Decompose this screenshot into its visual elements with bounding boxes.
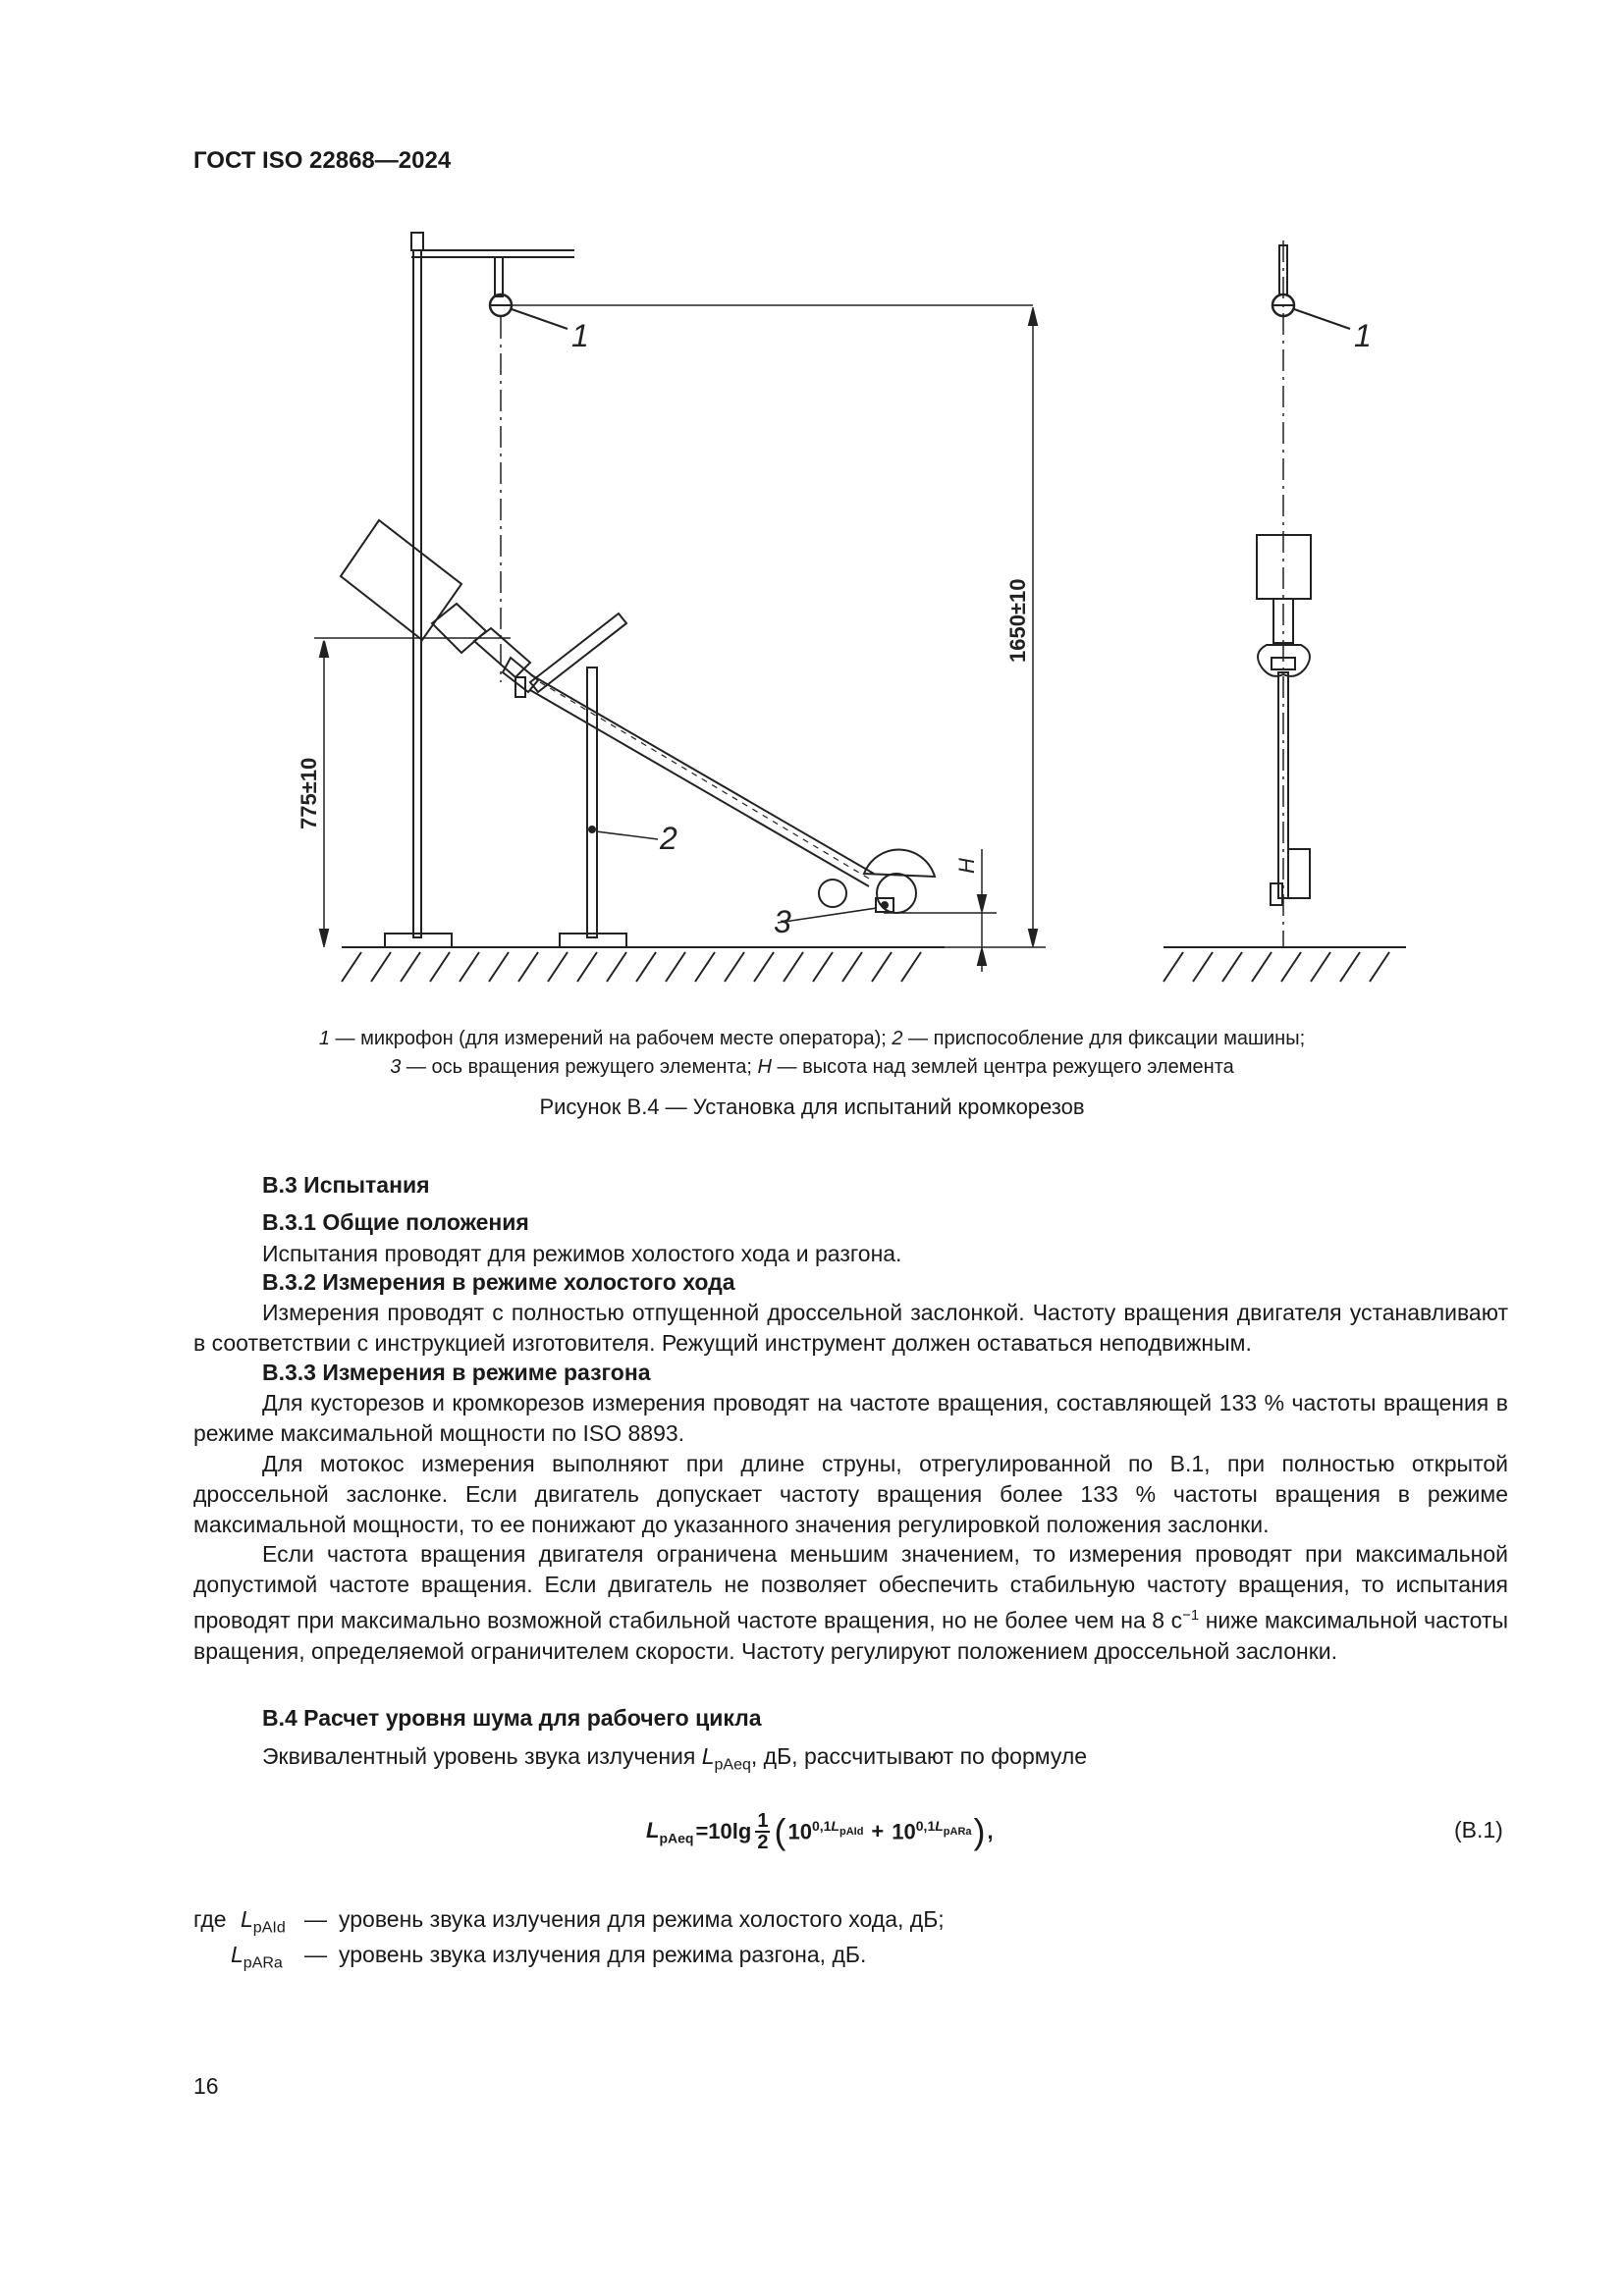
label-2: 2	[660, 821, 677, 856]
where-symbol-paid: $L_{pAId}$	[241, 1906, 286, 1937]
label-h: H	[954, 858, 979, 874]
section-b32-title: В.3.2 Измерения в режиме холостого хода	[262, 1269, 735, 1295]
document-header: ГОСТ ISO 22868—2024	[193, 147, 452, 174]
dimension-1650: 1650±10	[1005, 578, 1030, 663]
section-b32-text: Измерения проводят с полностью отпущенной дроссельной заслонкой. Частоту вращения двигателя устанавливают в соответствии с инструкцией изготовителя. Режущий инструмент должен оставаться неподвижным.	[193, 1300, 1508, 1356]
ground-hatching-left	[342, 947, 945, 982]
figure-legend-line1: 1 — микрофон (для измерений на рабочем месте оператора); 2 — приспособление для фиксации машины;	[318, 1028, 1306, 1049]
figure-caption: Рисунок В.4 — Установка для испытаний кромкорезов	[539, 1095, 1085, 1119]
section-b31-text: Испытания проводят для режимов холостого хода и разгона.	[262, 1241, 902, 1266]
where-text-2: уровень звука излучения для режима разгона, дБ.	[339, 1942, 867, 1967]
page-number: 16	[193, 2073, 219, 2099]
section-b33-title: В.3.3 Измерения в режиме разгона	[262, 1360, 651, 1385]
section-b33-paragraph-2: Для мотокос измерения выполняют при длине струны, отрегулированной по В.1, при полностью открытой дроссельной заслонке. Если двигатель допускает частоту вращения более 133 % частоты вращения в режиме максимальной мощности, то ее понижают до указанного значения регулировкой положения заслонки.	[193, 1451, 1508, 1537]
where-text-1: уровень звука излучения для режима холостого хода, дБ;	[339, 1906, 945, 1932]
section-b33-paragraph-1: Для кусторезов и кромкорезов измерения проводят на частоте вращения, составляющей 133 % частоты вращения в режиме максимальной мощности по ISO 8893.	[193, 1390, 1508, 1446]
formula-number: (В.1)	[1454, 1817, 1503, 1842]
section-b3-title: В.3 Испытания	[262, 1172, 430, 1198]
section-b31-title: В.3.1 Общие положения	[262, 1209, 529, 1235]
where-dash-1: —	[304, 1906, 327, 1932]
where-symbol-para: $L_{pARa}$	[231, 1942, 283, 1972]
where-dash-2: —	[304, 1942, 327, 1967]
label-1b: 1	[1354, 318, 1372, 353]
section-b33-paragraph-3: Если частота вращения двигателя ограничена меньшим значением, то измерения проводят при максимальной допустимой частоте вращения. Если двигатель не позволяет обеспечить стабильную частоту вращения, то испытания проводят при максимально возможной стабильной частоте вращения, но не более чем на 8 $с^{-1}$ ниже максимальной частоты вращения, определяемой ограничителем скорости. Частоту регулируют положением дроссельной заслонки.	[193, 1541, 1509, 1664]
figure-legend-line2: 3 — ось вращения режущего элемента; H — высота над землей центра режущего элемента	[390, 1056, 1234, 1078]
ground-hatching-right	[1164, 947, 1406, 982]
label-3: 3	[774, 904, 791, 939]
label-1a: 1	[571, 318, 589, 353]
formula-b1: $L_{pAeq}$ =10lg 1 2 ( $10^{0,1L_{pAId}}$ + $10^{0,1L_{pARa}}$ ) ,	[646, 1810, 994, 1853]
dimension-775: 775±10	[297, 757, 321, 829]
where-prefix: где	[193, 1906, 227, 1932]
section-b4-title: В.4 Расчет уровня шума для рабочего цикла	[262, 1705, 762, 1731]
test-setup-figure	[295, 221, 1424, 1006]
section-b4-text: Эквивалентный уровень звука излучения $L_{pAeq}$, дБ, рассчитывают по формуле	[262, 1743, 1088, 1774]
